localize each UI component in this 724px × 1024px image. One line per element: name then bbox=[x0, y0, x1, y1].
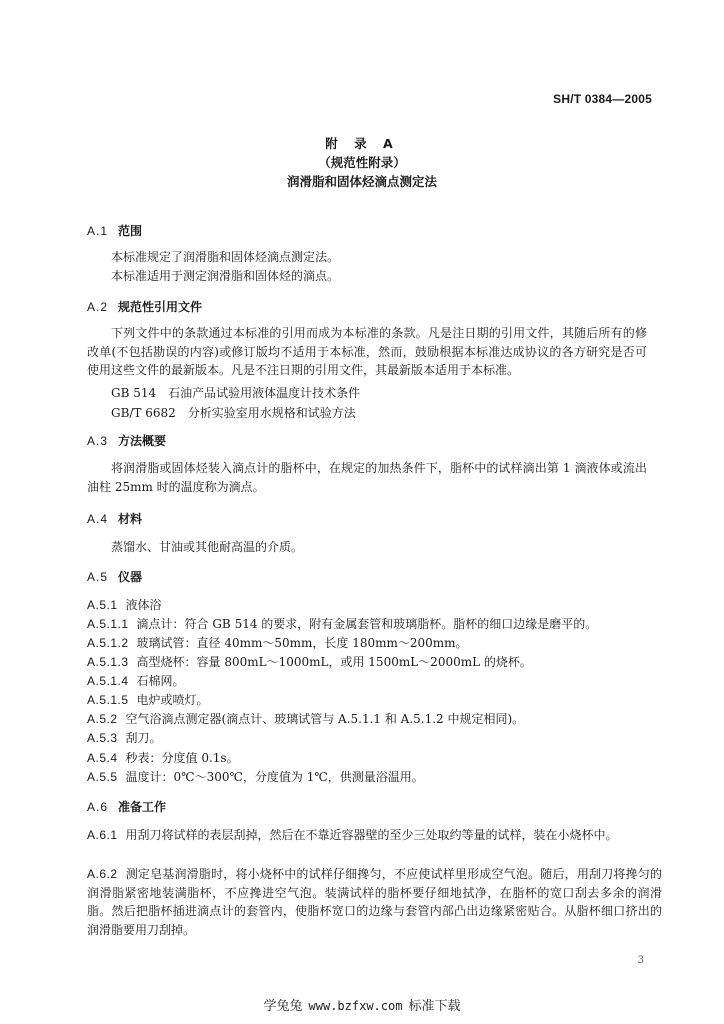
list-item bbox=[87, 615, 662, 634]
section-title: 范围 bbox=[118, 224, 143, 238]
footer-site-name: 学兔兔 bbox=[263, 999, 303, 1014]
list-item bbox=[87, 865, 662, 939]
item-text: 石棉网。 bbox=[136, 674, 185, 688]
list-item bbox=[87, 653, 662, 672]
item-number: A.5.1.4 bbox=[87, 674, 129, 688]
item-text: 温度计：0℃～300℃，分度值为 1℃，供测量浴温用。 bbox=[125, 770, 424, 784]
item-text: 液体浴 bbox=[125, 598, 162, 612]
annex-name: 润滑脂和固体烃滴点测定法 bbox=[286, 174, 437, 189]
section-number: A.4 bbox=[87, 512, 109, 526]
item-text: 空气浴滴点测定器(滴点计、玻璃试管与 A.5.1.1 和 A.5.1.2 中规定相同)。 bbox=[125, 712, 525, 726]
list-item bbox=[87, 672, 662, 691]
section-title: 材料 bbox=[118, 512, 143, 526]
page-number: 3 bbox=[637, 955, 644, 966]
annex-type: （规范性附录） bbox=[318, 155, 406, 170]
paragraph: 下列文件中的条款通过本标准的引用而成为本标准的条款。凡是注日期的引用文件，其随后所有的修改单(不包括勘误的内容)或修订版均不适用于本标准，然而，鼓励根据本标准达成协议的各方研究是否可使用这些文件的最新版本。凡是不注日期的引用文件，其最新版本适用于本标准。 bbox=[87, 326, 647, 377]
list-item bbox=[87, 768, 662, 787]
paragraph: 将润滑脂或固体烃装入滴点计的脂杯中，在规定的加热条件下，脂杯中的试样滴出第 1 滴液体或流出油柱 25mm 时的温度称为滴点。 bbox=[87, 461, 647, 494]
item-text: 电炉或喷灯。 bbox=[136, 693, 209, 707]
section-heading-a6 bbox=[87, 798, 166, 815]
item-text: 刮刀。 bbox=[125, 731, 162, 745]
list-item bbox=[87, 826, 662, 845]
item-number: A.5.1.2 bbox=[87, 636, 129, 650]
section-title: 方法概要 bbox=[118, 434, 167, 448]
item-number: A.5.3 bbox=[87, 731, 118, 745]
item-text: 滴点计：符合 GB 514 的要求，附有金属套管和玻璃脂杯。脂杯的细口边缘是磨平的。 bbox=[136, 617, 598, 631]
item-number: A.6.2 bbox=[87, 867, 118, 881]
item-number: A.5.1 bbox=[87, 598, 118, 612]
list-item bbox=[87, 691, 662, 710]
section-heading-a1 bbox=[87, 222, 142, 239]
item-text: 用刮刀将试样的表层刮掉，然后在不靠近容器壁的至少三处取约等量的试样，装在小烧杯中。 bbox=[125, 828, 618, 842]
item-number: A.5.2 bbox=[87, 712, 118, 726]
list-item bbox=[87, 749, 662, 768]
section-title: 规范性引用文件 bbox=[118, 300, 203, 314]
annex-label: 附 录 A bbox=[325, 136, 399, 151]
section-number: A.5 bbox=[87, 570, 109, 584]
paragraph: 蒸馏水、甘油或其他耐高温的介质。 bbox=[111, 540, 304, 554]
item-number: A.5.1.5 bbox=[87, 693, 129, 707]
section-number: A.3 bbox=[87, 434, 109, 448]
paragraph: 本标准规定了润滑脂和固体烃滴点测定法。 bbox=[111, 250, 340, 264]
annex-title-block bbox=[0, 134, 724, 191]
list-item bbox=[87, 634, 662, 653]
footer-url-link[interactable]: www.bzfxw.com bbox=[308, 999, 403, 1013]
item-number: A.5.4 bbox=[87, 751, 118, 765]
item-number: A.5.1.1 bbox=[87, 617, 129, 631]
list-item bbox=[87, 710, 662, 729]
section-heading-a3 bbox=[87, 432, 166, 449]
item-number: A.5.5 bbox=[87, 770, 118, 784]
section-number: A.6 bbox=[87, 800, 109, 814]
item-text: 高型烧杯：容量 800mL～1000mL，或用 1500mL～2000mL 的烧杯。 bbox=[136, 655, 532, 669]
item-text: 秒表：分度值 0.1s。 bbox=[125, 751, 239, 765]
footer-watermark bbox=[0, 995, 724, 1014]
item-number: A.5.1.3 bbox=[87, 655, 129, 669]
normative-reference: GB 514 石油产品试验用液体温度计技术条件 bbox=[111, 386, 361, 400]
section-title: 仪器 bbox=[118, 570, 143, 584]
footer-label: 标准下载 bbox=[408, 999, 461, 1014]
section-number: A.1 bbox=[87, 224, 109, 238]
list-item bbox=[87, 596, 662, 615]
section-heading-a5 bbox=[87, 568, 142, 585]
section-title: 准备工作 bbox=[118, 800, 167, 814]
item-number: A.6.1 bbox=[87, 828, 118, 842]
section-heading-a2 bbox=[87, 298, 202, 315]
item-text: 测定皂基润滑脂时，将小烧杯中的试样仔细搀匀，不应使试样里形成空气泡。随后，用刮刀将搀匀的润滑脂紧密地装满脂杯，不应搀进空气泡。装满试样的脂杯要仔细地拭净，在脂杯的宽口刮去多余的润滑脂。然后把脂杯插进滴点计的套管内，使脂杯宽口的边缘与套管内部凸出边缘紧密贴合。从脂杯细口挤出的润滑脂要用刀刮掉。 bbox=[87, 867, 662, 937]
normative-reference: GB/T 6682 分析实验室用水规格和试验方法 bbox=[111, 406, 356, 420]
section-heading-a4 bbox=[87, 510, 142, 527]
standard-code: SH/T 0384—2005 bbox=[553, 92, 652, 106]
list-item bbox=[87, 729, 662, 748]
section-number: A.2 bbox=[87, 300, 109, 314]
paragraph: 本标准适用于测定润滑脂和固体烃的滴点。 bbox=[111, 269, 340, 283]
item-text: 玻璃试管：直径 40mm～50mm，长度 180mm～200mm。 bbox=[136, 636, 468, 650]
